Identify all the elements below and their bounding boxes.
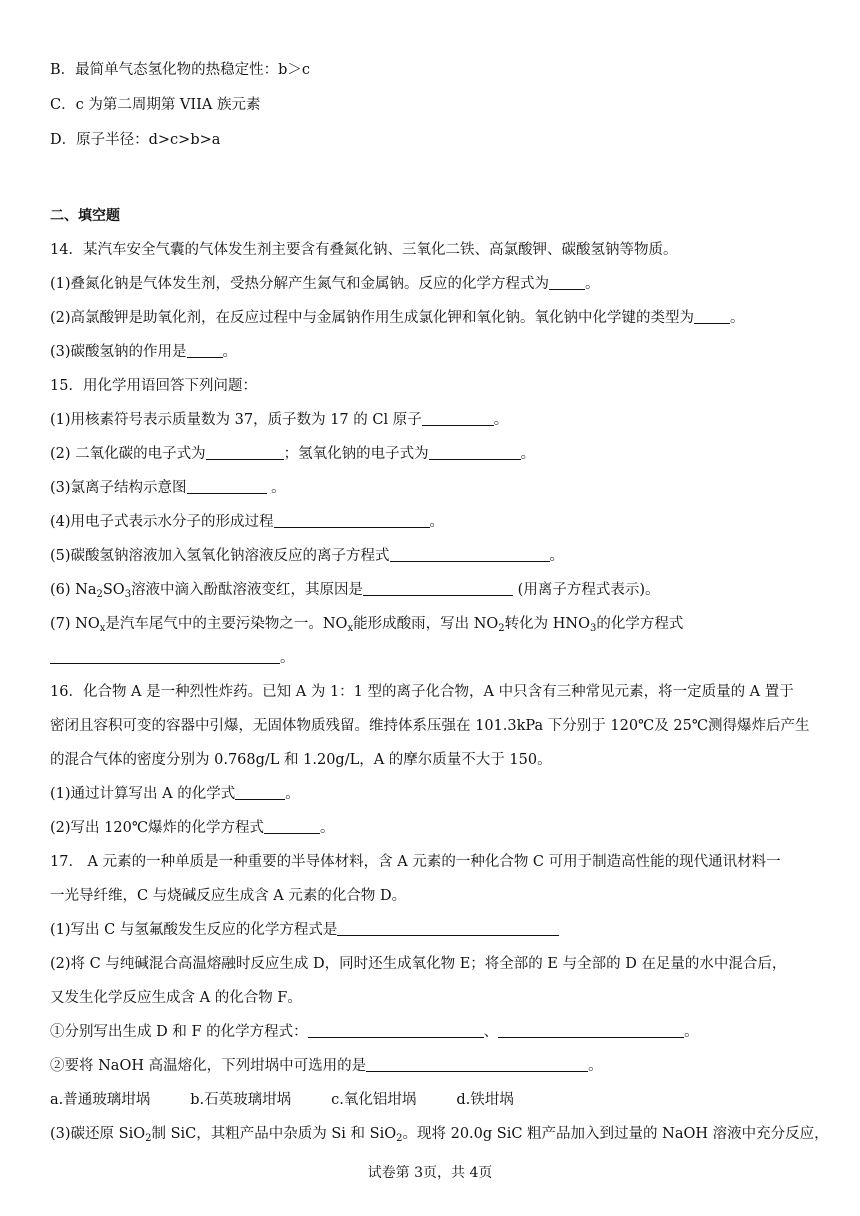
question-15-4: (4)用电子式表示水分子的形成过程 。 (50, 514, 445, 530)
answer-blank[interactable] (187, 479, 267, 494)
question-14: 14．某汽车安全气囊的气体发生剂主要含有叠氮化钠、三氧化二铁、高氯酸钾、碳酸氢钠等物质。 (50, 242, 678, 258)
option-b: b.石英玻璃坩埚 (190, 1092, 292, 1108)
answer-blank[interactable] (206, 445, 284, 460)
answer-blank[interactable] (694, 309, 730, 324)
question-16-line1: 16．化合物 A 是一种烈性炸药。已知 A 为 1：1 型的离子化合物，A 中只含有三种常见元素，将一定质量的 A 置于 (50, 684, 794, 700)
section-title: 二、填空题 (50, 208, 120, 224)
question-15-6: (6) $Na_2SO_3$溶液中滴入酚酞溶液变红，其原因是 (用离子方程式表示)。 (50, 582, 660, 600)
question-17-1: (1)写出 C 与氢氟酸发生反应的化学方程式是 (50, 920, 820, 940)
answer-blank[interactable] (235, 785, 285, 800)
option-c: c.氧化铝坩埚 (331, 1092, 417, 1108)
question-15-5: (5)碳酸氢钠溶液加入氢氧化钠溶液反应的离子方程式 。 (50, 548, 565, 564)
option-d: D．原子半径：d>c>b>a (50, 132, 221, 148)
question-17-line1: 17． A 元素的一种单质是一种重要的半导体材料，含 A 元素的一种化合物 C 可用于制造高性能的现代通讯材料一 (50, 854, 781, 870)
option-c: C．c 为第二周期第 VIIA 族元素 (50, 97, 261, 113)
answer-blank[interactable] (274, 513, 430, 528)
question-17-2-line2: 又发生化学反应生成含 A 的化合物 F。 (50, 990, 302, 1006)
answer-blank[interactable] (498, 1023, 684, 1038)
question-15-7-answer: 。 (50, 648, 820, 668)
question-17-3: (3)碳还原 SiO$_2$制 SiC，其粗产品中杂质为 Si 和 SiO$_2$。现将 20.0g SiC 粗产品加入到过量的 NaOH 溶液中充分反应， (50, 1126, 829, 1144)
question-15-2: (2) 二氧化碳的电子式为 ；氢氧化钠的电子式为 。 (50, 446, 536, 462)
question-17-options (50, 1090, 820, 1110)
answer-blank[interactable] (429, 445, 521, 460)
question-17-2-line1: (2)将 C 与纯碱混合高温熔融时反应生成 D，同时还生成氧化物 E；将全部的 E 与全部的 D 在足量的水中混合后， (50, 956, 787, 972)
question-17-2-sub1: ①分别写出生成 D 和 F 的化学方程式： 、 。 (50, 1024, 699, 1040)
answer-blank[interactable] (50, 649, 280, 664)
answer-blank[interactable] (187, 343, 223, 358)
question-16-2: (2)写出 120℃爆炸的化学方程式 。 (50, 820, 335, 836)
question-16-1: (1)通过计算写出 A 的化学式 。 (50, 786, 300, 802)
option-d: d.铁坩埚 (456, 1092, 514, 1108)
question-16-line3: 的混合气体的密度分别为 0.768g/L 和 1.20g/L，A 的摩尔质量不大于 150。 (50, 752, 552, 768)
question-17-line2: 一光导纤维，C 与烧碱反应生成含 A 元素的化合物 D。 (50, 888, 407, 904)
answer-blank[interactable] (549, 275, 585, 290)
answer-blank[interactable] (337, 921, 559, 936)
question-15-1: (1)用核素符号表示质量数为 37，质子数为 17 的 Cl 原子 。 (50, 412, 509, 428)
answer-blank[interactable] (264, 819, 320, 834)
answer-blank[interactable] (422, 411, 494, 426)
page-footer: 试卷第 3页，共 4页 (367, 1165, 493, 1181)
option-a: a.普通玻璃坩埚 (50, 1092, 151, 1108)
answer-blank[interactable] (366, 1057, 588, 1072)
question-15-3: (3)氯离子结构示意图 。 (50, 480, 286, 496)
question-15: 15．用化学用语回答下列问题： (50, 378, 257, 394)
option-b: B．最简单气态氢化物的热稳定性：b＞c (50, 62, 311, 78)
question-16-line2: 密闭且容积可变的容器中引爆，无固体物质残留。维持体系压强在 101.3kPa 下分别于 120℃及 25℃测得爆炸后产生 (50, 718, 810, 734)
question-15-7: (7) $NO_x$是汽车尾气中的主要污染物之一。$NO_x$能形成酸雨，写出 $NO_2$转化为 $HNO_3$的化学方程式 (50, 616, 684, 634)
answer-blank[interactable] (390, 547, 550, 562)
answer-blank[interactable] (363, 581, 513, 596)
question-17-2-sub2: ②要将 NaOH 高温熔化，下列坩埚中可选用的是 。 (50, 1058, 603, 1074)
question-14-3: (3)碳酸氢钠的作用是 。 (50, 344, 238, 360)
answer-blank[interactable] (308, 1023, 484, 1038)
question-14-2: (2)高氯酸钾是助氧化剂，在反应过程中与金属钠作用生成氯化钾和氧化钠。氧化钠中化学键的类型为 。 (50, 310, 745, 326)
question-14-1: (1)叠氮化钠是气体发生剂，受热分解产生氮气和金属钠。反应的化学方程式为 。 (50, 276, 600, 292)
